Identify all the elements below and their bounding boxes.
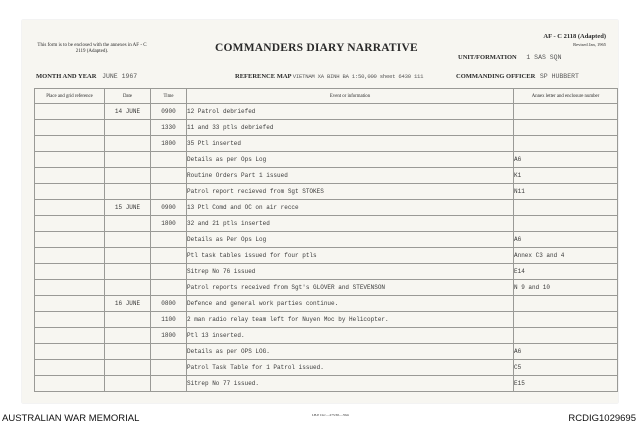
event-cell: Sitrep No 77 issued.: [187, 376, 514, 392]
header-annex: Annex letter and enclosure number: [514, 89, 618, 104]
date-cell: 15 JUNE: [105, 200, 151, 216]
date-cell: [105, 232, 151, 248]
place-cell: [35, 344, 105, 360]
event-cell: 12 Patrol debriefed: [187, 104, 514, 120]
time-cell: 1800: [151, 136, 187, 152]
table-row: [35, 200, 618, 216]
table-row: [35, 344, 618, 360]
table-row: [35, 104, 618, 120]
annex-cell: Annex C3 and 4: [514, 248, 618, 264]
diary-table: [34, 88, 618, 392]
event-cell: 32 and 21 ptls inserted: [187, 216, 514, 232]
table-row: [35, 232, 618, 248]
event-cell: Patrol Task Table for 1 Patrol issued.: [187, 360, 514, 376]
time-cell: 1800: [151, 216, 187, 232]
month-year-field: [36, 73, 137, 80]
table-row: [35, 264, 618, 280]
date-cell: 16 JUNE: [105, 296, 151, 312]
date-cell: [105, 152, 151, 168]
annex-cell: N11: [514, 184, 618, 200]
date-cell: [105, 360, 151, 376]
date-cell: [105, 168, 151, 184]
event-cell: 35 Ptl inserted: [187, 136, 514, 152]
time-cell: [151, 280, 187, 296]
date-cell: [105, 344, 151, 360]
date-cell: [105, 120, 151, 136]
date-cell: [105, 280, 151, 296]
annex-cell: [514, 104, 618, 120]
time-cell: [151, 344, 187, 360]
annex-cell: E15: [514, 376, 618, 392]
diary-table-header: [35, 89, 618, 104]
place-cell: [35, 280, 105, 296]
annex-cell: [514, 216, 618, 232]
table-row: [35, 136, 618, 152]
event-cell: Patrol reports received from Sgt's GLOVER and STEVENSON: [187, 280, 514, 296]
time-cell: 1100: [151, 312, 187, 328]
date-cell: 14 JUNE: [105, 104, 151, 120]
event-cell: Sitrep No 76 issued: [187, 264, 514, 280]
event-cell: Details as Per Ops Log: [187, 232, 514, 248]
footer-source: AUSTRALIAN WAR MEMORIAL: [2, 413, 140, 424]
date-cell: [105, 312, 151, 328]
form-enclosure-note: This form is to be enclosed with the annexes in AF - C 2119 (Adapted).: [37, 43, 147, 54]
date-cell: [105, 184, 151, 200]
form-number: AF - C 2118 (Adapted): [543, 33, 606, 40]
place-cell: [35, 168, 105, 184]
annex-cell: A6: [514, 152, 618, 168]
month-year-value: JUNE 1967: [102, 73, 138, 80]
date-cell: [105, 136, 151, 152]
form-revision-date: Revised Jan, 1965: [573, 42, 606, 47]
time-cell: 0800: [151, 296, 187, 312]
place-cell: [35, 376, 105, 392]
month-year-label: MONTH AND YEAR: [36, 73, 97, 80]
time-cell: [151, 184, 187, 200]
place-cell: [35, 296, 105, 312]
table-row: [35, 216, 618, 232]
form-title: COMMANDERS DIARY NARRATIVE: [215, 42, 418, 54]
table-row: [35, 328, 618, 344]
diary-page: [22, 20, 618, 417]
header-event: Event or information: [187, 89, 514, 104]
table-row: [35, 360, 618, 376]
unit-field: [458, 54, 561, 61]
date-cell: [105, 216, 151, 232]
time-cell: [151, 168, 187, 184]
annex-cell: K1: [514, 168, 618, 184]
date-cell: [105, 328, 151, 344]
time-cell: [151, 152, 187, 168]
table-row: [35, 168, 618, 184]
place-cell: [35, 184, 105, 200]
annex-cell: [514, 136, 618, 152]
annex-cell: E14: [514, 264, 618, 280]
annex-cell: N 9 and 10: [514, 280, 618, 296]
header-place: Place and grid reference: [35, 89, 105, 104]
annex-cell: [514, 120, 618, 136]
reference-map-label: REFERENCE MAP: [235, 73, 292, 80]
event-cell: 13 Ptl Comd and OC on air recce: [187, 200, 514, 216]
table-row: [35, 296, 618, 312]
place-cell: [35, 232, 105, 248]
place-cell: [35, 152, 105, 168]
time-cell: 0900: [151, 104, 187, 120]
place-cell: [35, 104, 105, 120]
place-cell: [35, 248, 105, 264]
place-cell: [35, 200, 105, 216]
place-cell: [35, 328, 105, 344]
table-row: [35, 280, 618, 296]
commanding-officer-field: [456, 73, 579, 80]
commanding-officer-value: SP HUBBERT: [539, 73, 579, 80]
place-cell: [35, 136, 105, 152]
annex-cell: [514, 328, 618, 344]
date-cell: [105, 248, 151, 264]
event-cell: 2 man radio relay team left for Nuyen Moc by Helicopter.: [187, 312, 514, 328]
annex-cell: C5: [514, 360, 618, 376]
time-cell: [151, 376, 187, 392]
table-row: [35, 152, 618, 168]
footer-record-id: RCDIG1029695: [568, 413, 636, 424]
event-cell: Patrol report recieved from Sgt STOKES: [187, 184, 514, 200]
annex-cell: [514, 296, 618, 312]
time-cell: 1330: [151, 120, 187, 136]
place-cell: [35, 360, 105, 376]
annex-cell: A6: [514, 344, 618, 360]
place-cell: [35, 312, 105, 328]
event-cell: Routine Orders Part 1 issued: [187, 168, 514, 184]
reference-map-field: [235, 73, 423, 80]
table-row: [35, 120, 618, 136]
diary-table-body: [35, 104, 618, 392]
annex-cell: A6: [514, 232, 618, 248]
reference-map-value: VIETNAM XA BINH BA 1:50,000 sheet 6430 111: [292, 73, 424, 80]
annex-cell: [514, 200, 618, 216]
commanding-officer-label: COMMANDING OFFICER: [456, 73, 536, 80]
time-cell: [151, 360, 187, 376]
table-row: [35, 376, 618, 392]
event-cell: Ptl task tables issued for four ptls: [187, 248, 514, 264]
print-code: I.B.P Circ—275/65—35m: [312, 413, 349, 417]
place-cell: [35, 120, 105, 136]
event-cell: Details as per Ops Log: [187, 152, 514, 168]
unit-value: 1 SAS SQN: [526, 54, 562, 61]
time-cell: [151, 264, 187, 280]
place-cell: [35, 216, 105, 232]
unit-label: UNIT/FORMATION: [458, 54, 517, 61]
header-time: Time: [151, 89, 187, 104]
date-cell: [105, 264, 151, 280]
event-cell: 11 and 33 ptls debriefed: [187, 120, 514, 136]
event-cell: Details as per OPS LOG.: [187, 344, 514, 360]
place-cell: [35, 264, 105, 280]
time-cell: [151, 232, 187, 248]
table-row: [35, 312, 618, 328]
annex-cell: [514, 312, 618, 328]
date-cell: [105, 376, 151, 392]
event-cell: Defence and general work parties continue.: [187, 296, 514, 312]
time-cell: 1800: [151, 328, 187, 344]
table-row: [35, 184, 618, 200]
table-row: [35, 248, 618, 264]
time-cell: 0900: [151, 200, 187, 216]
time-cell: [151, 248, 187, 264]
header-date: Date: [105, 89, 151, 104]
event-cell: Ptl 13 inserted.: [187, 328, 514, 344]
